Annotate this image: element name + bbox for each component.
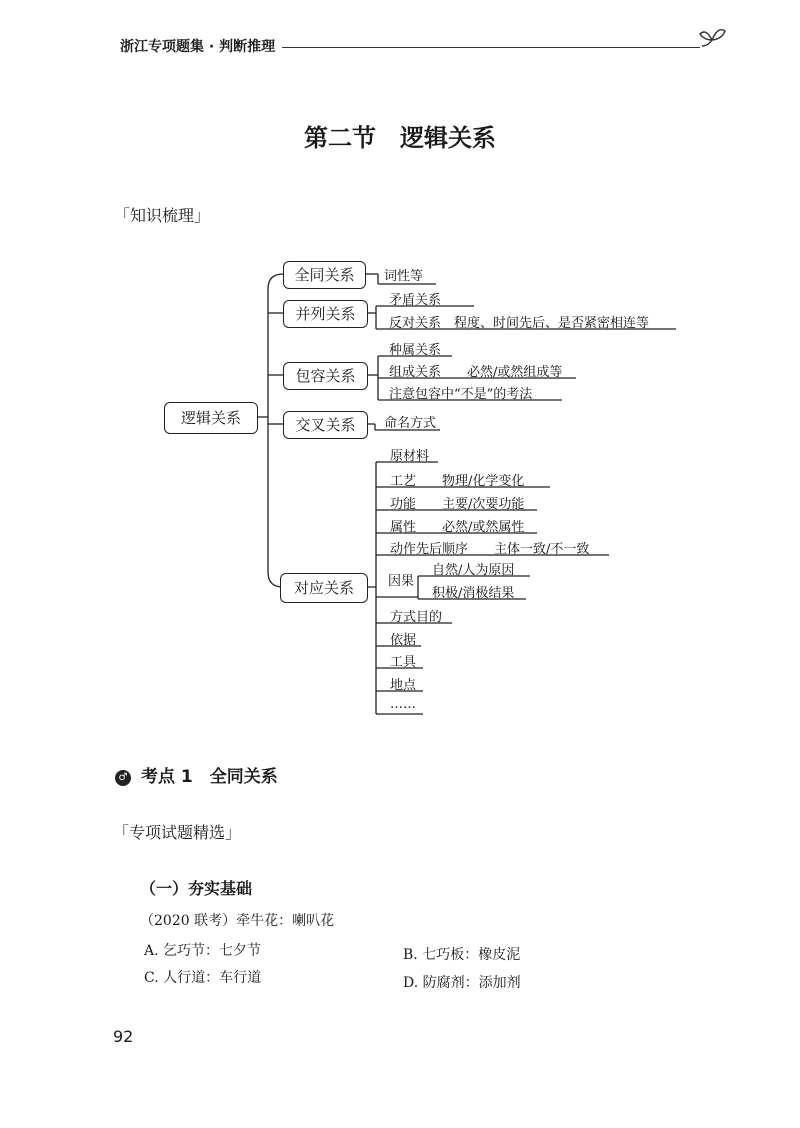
- leaf-duiying-after-2: 工具: [390, 655, 417, 670]
- practice-bracket-close: 」: [225, 823, 242, 842]
- leaf-yinguo: 因果: [388, 574, 415, 589]
- leaf-yinguo-1: 积极/消极结果: [432, 586, 515, 601]
- leaf-baorong-2: 注意包容中“不是”的考法: [389, 387, 533, 402]
- option-c: C. 人行道：车行道: [144, 970, 262, 986]
- leaf-duiying-after-0: 方式目的: [390, 610, 443, 625]
- branch-duiying: 对应关系: [280, 573, 368, 603]
- leaf-baorong-1: 组成关系 必然/或然组成等: [389, 365, 563, 380]
- leaf-jiaocha-0: 命名方式: [384, 416, 437, 431]
- branch-quantong: 全同关系: [283, 261, 366, 289]
- kaodian-icon: ♂: [115, 770, 131, 786]
- option-a: A. 乞巧节：七夕节: [144, 943, 262, 959]
- branch-baorong: 包容关系: [283, 362, 368, 390]
- leaf-binglie-1: 反对关系 程度、时间先后、是否紧密相连等: [389, 316, 650, 331]
- bracket-close: 」: [194, 206, 211, 225]
- leaf-baorong-0: 种属关系: [389, 343, 442, 358]
- practice-section-tag: [113, 820, 241, 843]
- kaodian-heading: [115, 762, 278, 787]
- leaf-duiying-4: 动作先后顺序 主体一致/不一致: [390, 542, 590, 557]
- leaf-duiying-2: 功能 主要/次要功能: [390, 497, 525, 512]
- kaodian-title: 考点 1 全同关系: [141, 767, 278, 787]
- knowledge-label: 知识梳理: [130, 206, 195, 225]
- page-number: 92: [113, 1027, 134, 1046]
- branch-binglie: 并列关系: [283, 300, 368, 328]
- option-b: B. 七巧板：橡皮泥: [403, 947, 521, 963]
- page-title: 第二节 逻辑关系: [304, 124, 496, 152]
- leaf-binglie-0: 矛盾关系: [389, 293, 442, 308]
- mindmap-root: 逻辑关系: [164, 402, 258, 434]
- question-stem: （2020 联考）牵牛花：喇叭花: [140, 913, 335, 929]
- running-header: 浙江专项题集 · 判断推理: [120, 39, 276, 55]
- leaf-yinguo-0: 自然/人为原因: [432, 563, 515, 578]
- leaf-duiying-after-3: 地点: [390, 678, 417, 693]
- branch-jiaocha: 交叉关系: [283, 411, 368, 439]
- practice-bracket-open: 「: [113, 823, 130, 842]
- leaf-duiying-3: 属性 必然/或然属性: [390, 520, 525, 535]
- option-d: D. 防腐剂：添加剂: [403, 975, 521, 991]
- leaf-duiying-after-4: ……: [390, 697, 416, 712]
- leaf-quantong-0: 词性等: [384, 269, 424, 284]
- leaf-duiying-0: 原材料: [390, 449, 430, 464]
- bracket-open: 「: [114, 206, 131, 225]
- practice-label: 专项试题精选: [129, 823, 226, 842]
- leaf-duiying-1: 工艺 物理/化学变化: [390, 474, 525, 489]
- subsection-title: （一）夯实基础: [140, 879, 253, 898]
- leaf-duiying-after-1: 依据: [390, 633, 417, 648]
